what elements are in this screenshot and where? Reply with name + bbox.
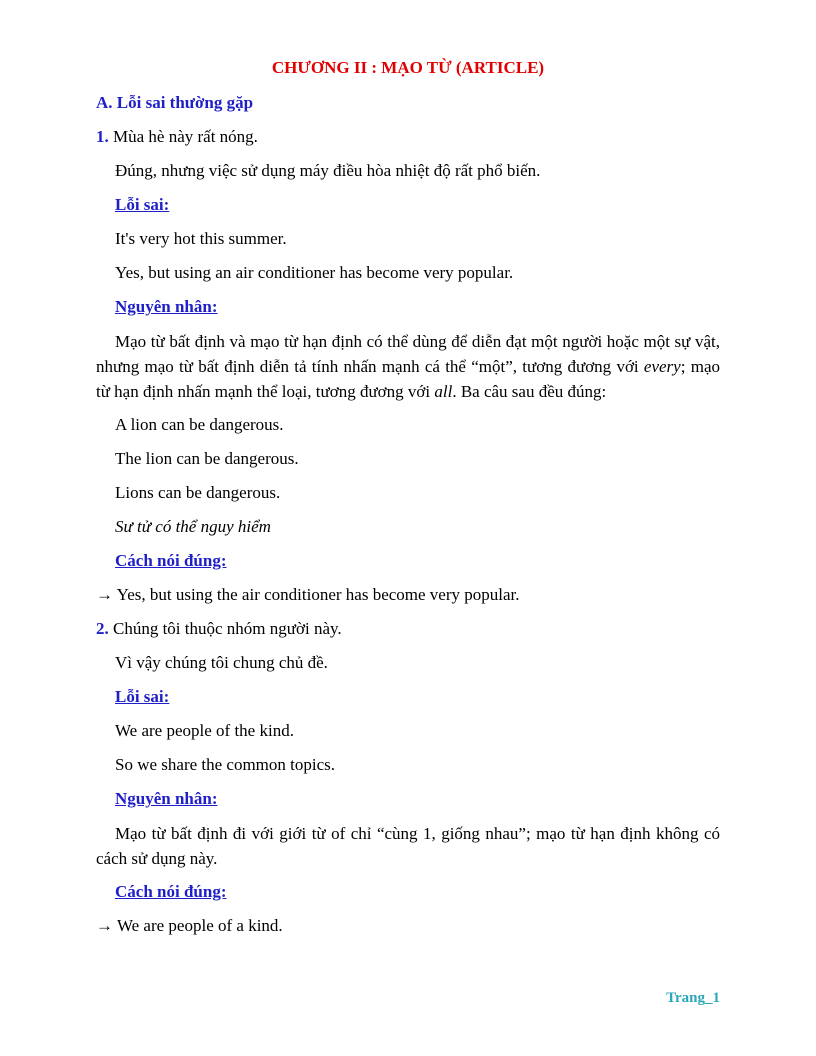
item-1-reason-part-2: ; mạo từ hạn định nhấn mạnh thể loại, tương đương với: [96, 357, 720, 401]
item-2-correct-label: Cách nói đúng:: [115, 882, 227, 901]
item-1-example-vi: Sư tử có thể nguy hiểm: [115, 517, 271, 536]
item-2-reason-paragraph: Mạo từ bất định đi với giới từ of chỉ “cùng 1, giống nhau”; mạo từ hạn định không có cách sử dụng này.: [96, 824, 720, 868]
item-2-line-1: [96, 617, 720, 641]
item-2-wrong-label-row: [96, 685, 720, 709]
item-1-reason-paragraph: [96, 329, 720, 404]
document-page: [96, 56, 720, 948]
item-2-reason-label: Nguyên nhân:: [115, 789, 218, 808]
item-1-line-1: [96, 125, 720, 149]
item-1-wrong-label-row: [96, 193, 720, 217]
item-1-vi-line-1: Mùa hè này rất nóng.: [113, 127, 258, 146]
item-2-correct-label-row: [96, 880, 720, 904]
item-1-example-2: The lion can be dangerous.: [115, 449, 299, 468]
item-1-vi-line-2: Đúng, nhưng việc sử dụng máy điều hòa nhiệt độ rất phổ biến.: [115, 161, 541, 180]
section-a-heading: A. Lỗi sai thường gặp: [96, 93, 254, 112]
item-2-reason-label-row: [96, 787, 720, 811]
item-1-wrong-line-1: It's very hot this summer.: [115, 229, 287, 248]
item-1-correct-label: Cách nói đúng:: [115, 551, 227, 570]
item-1-reason-label-row: [96, 295, 720, 319]
item-1-correct-label-row: [96, 549, 720, 573]
item-1-number: 1.: [96, 127, 109, 146]
item-1-reason-part-1: Mạo từ bất định và mạo từ hạn định có thể dùng để diễn đạt một người hoặc một sự vật, nhưng mạo từ bất định diễn tả tính nhấn mạnh cá thể “một”, tương đương với: [96, 332, 720, 376]
item-2-wrong-line-2: So we share the common topics.: [115, 755, 336, 774]
item-2-vi-line-1: Chúng tôi thuộc nhóm người này.: [113, 619, 342, 638]
item-2-vi-line-2: Vì vậy chúng tôi chung chủ đề.: [115, 653, 328, 672]
page-footer: Trang_1: [666, 990, 720, 1006]
item-1-reason-label: Nguyên nhân:: [115, 297, 218, 316]
item-2-wrong-line-1: We are people of the kind.: [115, 721, 294, 740]
item-2-correct-line: → We are people of a kind.: [96, 916, 283, 935]
item-1-wrong-label: Lỗi sai:: [115, 195, 170, 214]
item-1-reason-part-3: . Ba câu sau đều đúng:: [452, 382, 607, 401]
item-2-wrong-label: Lỗi sai:: [115, 687, 170, 706]
item-1-reason-every: every: [643, 357, 681, 376]
chapter-title: CHƯƠNG II : MẠO TỪ (ARTICLE): [271, 58, 545, 77]
item-1-correct-line: → Yes, but using the air conditioner has become very popular.: [96, 585, 520, 604]
item-1-example-1: A lion can be dangerous.: [115, 415, 284, 434]
item-1-wrong-line-2: Yes, but using an air conditioner has become very popular.: [115, 263, 514, 282]
item-1-reason-all: all: [434, 382, 453, 401]
item-2-number: 2.: [96, 619, 109, 638]
item-1-example-3: Lions can be dangerous.: [115, 483, 281, 502]
